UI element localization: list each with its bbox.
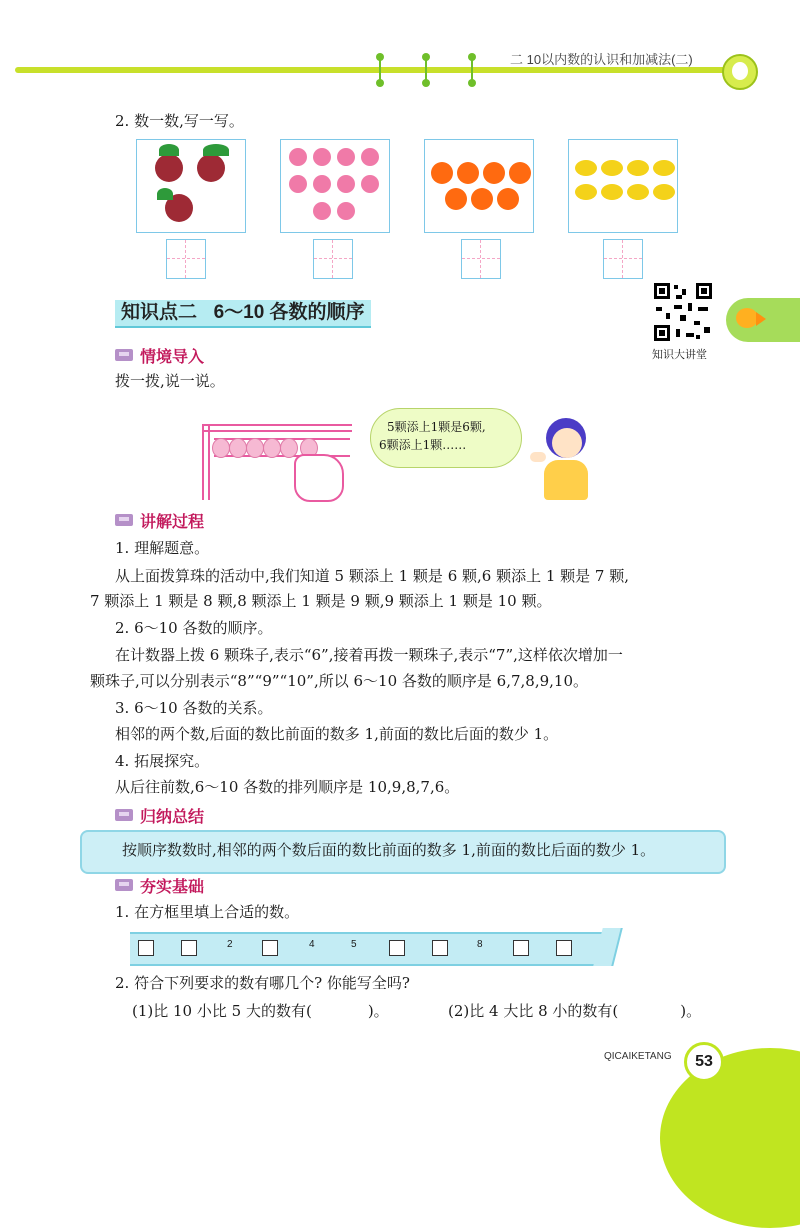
leaf-icon <box>159 144 179 156</box>
number-blank-box[interactable] <box>389 940 405 956</box>
footer-decoration <box>660 1048 800 1228</box>
number-line-ribbon <box>130 932 608 966</box>
section-heading-explanation: 讲解过程 <box>140 514 205 531</box>
section-heading-practice: 夯实基础 <box>140 879 205 896</box>
number-blank-box[interactable] <box>513 940 529 956</box>
leaf-icon <box>157 188 173 200</box>
footer-brand: QICAIKETANG <box>604 1051 672 1062</box>
explanation-line: 2. 6～10 各数的顺序。 <box>115 619 273 637</box>
exercise-label: 2. 数一数,写一写。 <box>115 112 244 130</box>
qr-caption: 知识大讲堂 <box>652 349 707 361</box>
bead-icon <box>212 438 230 458</box>
section-tag-icon <box>115 514 133 526</box>
speech-bubble <box>370 408 522 468</box>
side-tab <box>726 298 800 342</box>
bubble-line-2: 6颗添上1颗…… <box>379 438 467 452</box>
abacus-frame <box>202 424 210 500</box>
ribbon-number: 2 <box>227 939 233 950</box>
explanation-line: 3. 6～10 各数的关系。 <box>115 699 273 717</box>
knowledge-point-label: 知识点二 <box>121 302 198 323</box>
knowledge-point-topic: 6～10 各数的顺序 <box>213 302 365 323</box>
picture-box-peach <box>280 139 390 233</box>
number-blank-box[interactable] <box>181 940 197 956</box>
binder-pin-icon <box>422 53 430 87</box>
binder-pin-icon <box>468 53 476 87</box>
answer-box[interactable] <box>461 239 501 279</box>
ribbon-number: 5 <box>351 939 357 950</box>
bead-icon <box>229 438 247 458</box>
answer-box[interactable] <box>313 239 353 279</box>
qr-code-icon[interactable] <box>652 281 714 343</box>
section-tag-icon <box>115 879 133 891</box>
explanation-line: 相邻的两个数,后面的数比前面的数多 1,前面的数比后面的数少 1。 <box>115 725 559 743</box>
answer-box[interactable] <box>603 239 643 279</box>
page-number: 53 <box>684 1042 724 1082</box>
picture-box-beetroot <box>136 139 246 233</box>
knowledge-point-title <box>115 300 371 328</box>
intro-text: 拨一拨,说一说。 <box>115 372 225 390</box>
fish-icon <box>736 308 758 328</box>
practice-q2-part2: (2)比 4 大比 8 小的数有( )。 <box>448 1002 702 1020</box>
bead-icon <box>246 438 264 458</box>
explanation-line: 颗珠子,可以分别表示“8”“9”“10”,所以 6～10 各数的顺序是 6,7,8,9,10。 <box>90 672 588 690</box>
girl-illustration <box>530 418 600 502</box>
practice-q2-part1: (1)比 10 小比 5 大的数有( )。 <box>132 1002 389 1020</box>
beetroot-icon <box>197 154 225 182</box>
practice-question-1: 1. 在方框里填上合适的数。 <box>115 903 300 921</box>
explanation-line: 1. 理解题意。 <box>115 539 210 557</box>
number-blank-box[interactable] <box>432 940 448 956</box>
number-blank-box[interactable] <box>138 940 154 956</box>
section-tag-icon <box>115 349 133 361</box>
explanation-line: 从后往前数,6～10 各数的排列顺序是 10,9,8,7,6。 <box>115 778 460 796</box>
leaf-icon <box>203 144 229 156</box>
number-blank-box[interactable] <box>556 940 572 956</box>
picture-box-orange <box>424 139 534 233</box>
pointing-hand-icon <box>294 454 344 502</box>
explanation-line: 4. 拓展探究。 <box>115 752 210 770</box>
section-heading-summary: 归纳总结 <box>140 809 205 826</box>
beetroot-icon <box>155 154 183 182</box>
explanation-line: 在计数器上拨 6 颗珠子,表示“6”,接着再拨一颗珠子,表示“7”,这样依次增加一 <box>115 646 623 664</box>
bubble-line-1: 5颗添上1颗是6颗, <box>387 420 486 434</box>
binder-pin-icon <box>376 53 384 87</box>
chapter-title: 二 10以内数的认识和加减法(二) <box>510 52 693 67</box>
number-blank-box[interactable] <box>262 940 278 956</box>
practice-question-2: 2. 符合下列要求的数有哪几个? 你能写全吗? <box>115 974 410 992</box>
picture-box-lemon <box>568 139 678 233</box>
explanation-line: 从上面拨算珠的活动中,我们知道 5 颗添上 1 颗是 6 颗,6 颗添上 1 颗是 7 颗, <box>115 567 630 585</box>
explanation-line: 7 颗添上 1 颗是 8 颗,8 颗添上 1 颗是 9 颗,9 颗添上 1 颗是 10 颗。 <box>90 592 552 610</box>
mascot-icon <box>722 54 758 90</box>
section-heading-intro: 情境导入 <box>140 349 205 366</box>
abacus-rod <box>202 424 352 432</box>
section-tag-icon <box>115 809 133 821</box>
ribbon-number: 4 <box>309 939 315 950</box>
bead-icon <box>263 438 281 458</box>
bead-icon <box>280 438 298 458</box>
summary-text: 按顺序数数时,相邻的两个数后面的数比前面的数多 1,前面的数比后面的数少 1。 <box>122 841 656 859</box>
ribbon-number: 8 <box>477 939 483 950</box>
answer-box[interactable] <box>166 239 206 279</box>
